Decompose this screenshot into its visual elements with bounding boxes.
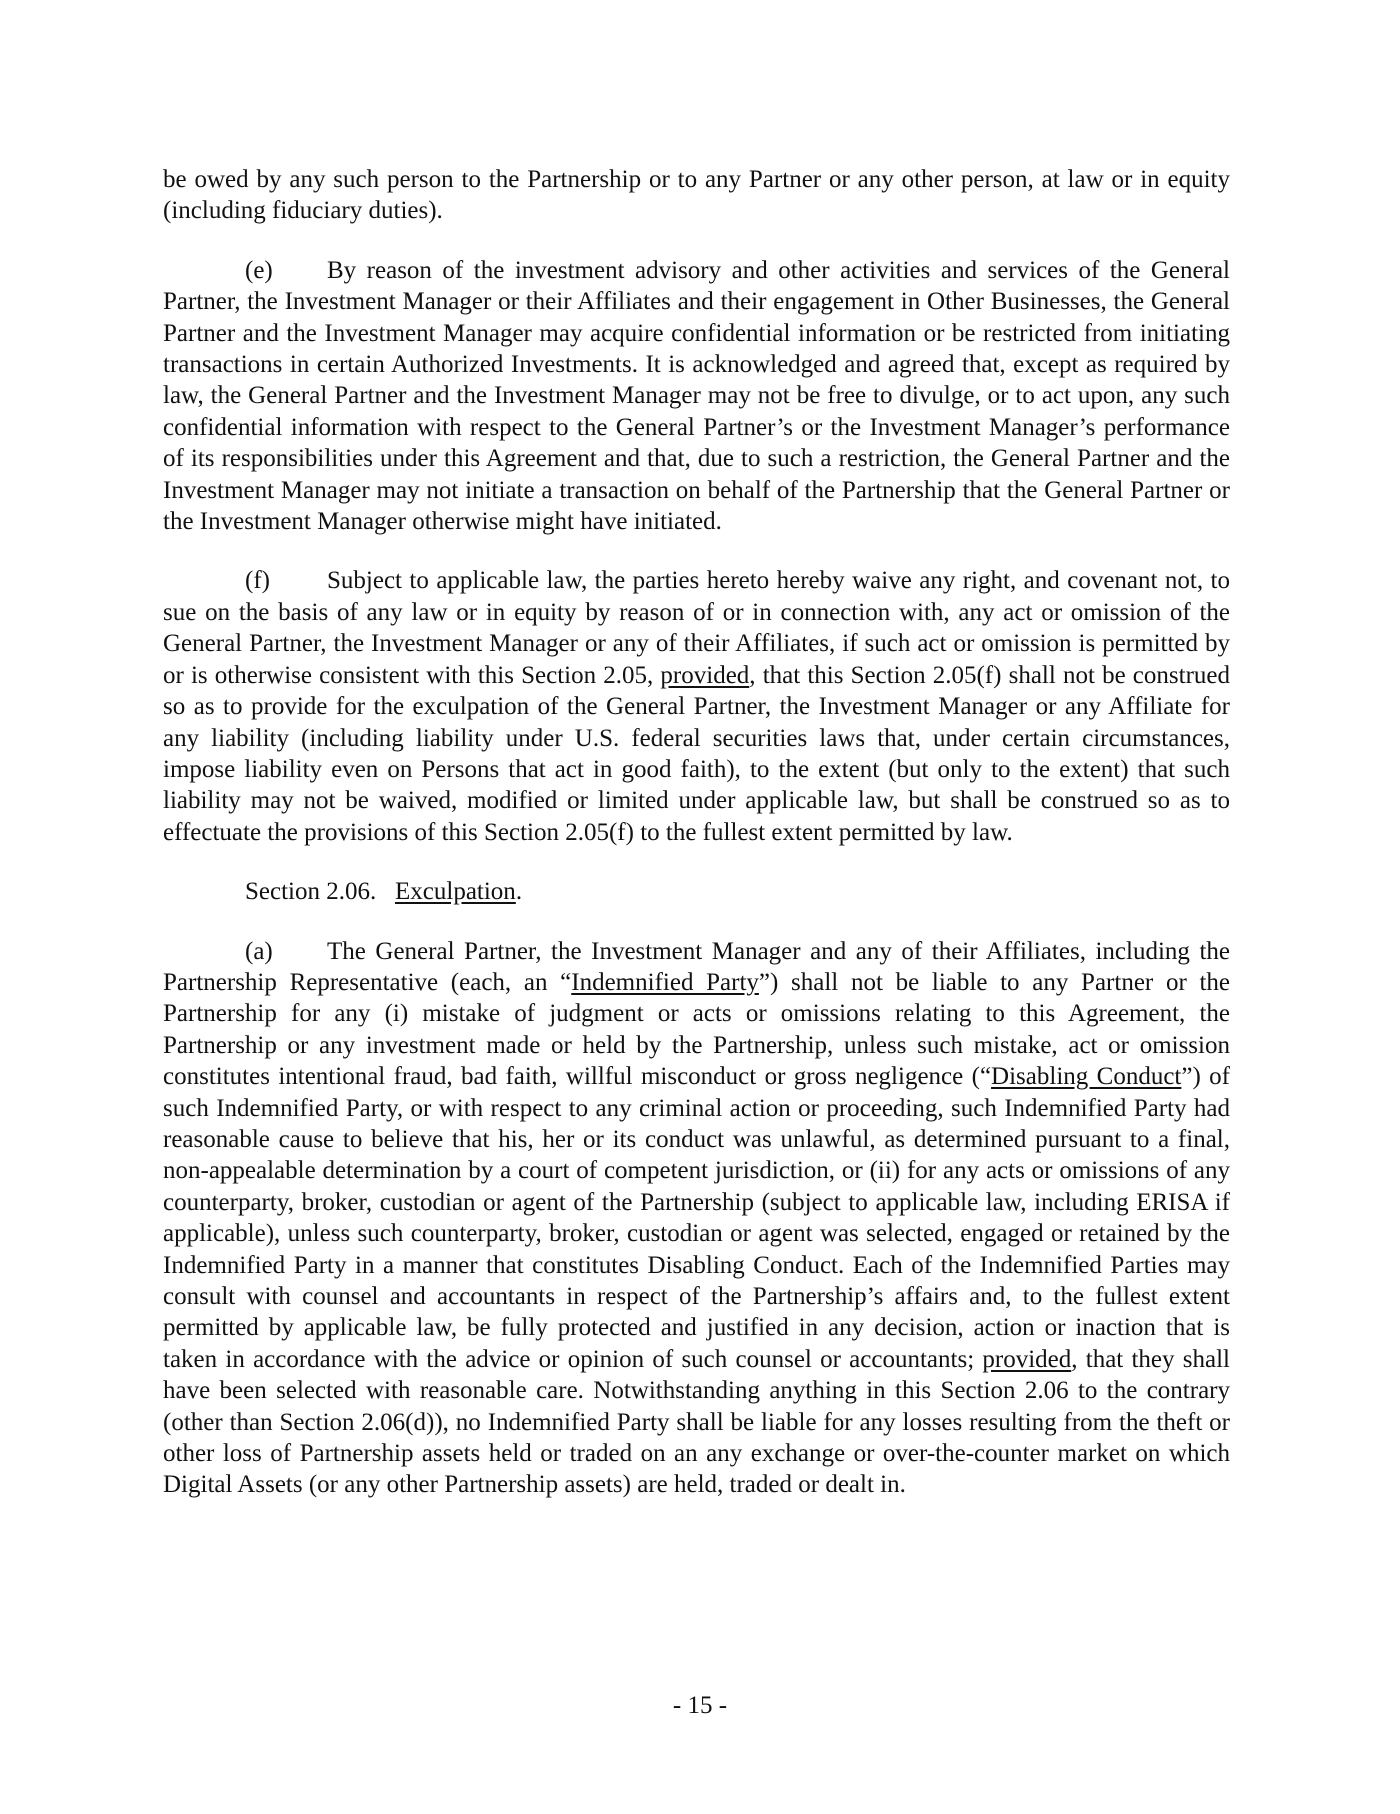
paragraph-e [163,255,1230,538]
section-heading [163,876,1230,907]
paragraph-continued-text: be owed by any such person to the Partnership or to any Partner or any other person, at law or in equity (including fiduciary duties). [163,166,1230,225]
paragraph-f-number: (f) [245,567,270,595]
paragraph-f [163,565,1230,848]
section-number: Section 2.06. [245,878,377,906]
defined-term-disabling-conduct: Disabling Conduct [991,1063,1182,1091]
paragraph-continued [163,164,1230,227]
paragraph-f-provided: provided [660,661,750,689]
paragraph-a-text-4: , that they shall have been selected with reasonable care. Notwithstanding anything in this Section 2.06 to the contrary (other than Section 2.06(d)), no Indemnified Party shall be liable for any losses resulting from the theft or other loss of Partnership assets held or traded on an any exchange or over-the-counter market on which Digital Assets (or any other Partnership assets) are held, traded or dealt in. [163,1345,1230,1499]
paragraph-a-text-2: ”) shall not be liable to any Partner or the Partnership for any (i) mistake of judgment or acts or omissions relating to this Agreement, the Partnership or any investment made or held by the Partnership, unless such mistake, act or omission constitutes intentional fraud, bad faith, willful misconduct or gross negligence (“ [163,968,1231,1091]
defined-term-indemnified-party: Indemnified Party [571,968,759,996]
paragraph-a-text-3: ”) of such Indemnified Party, or with respect to any criminal action or proceeding, such Indemnified Party had reasonable cause to believe that his, her or its conduct was unlawful, as determined pursuant to a final, non-appealable determination by a court of competent jurisdiction, or (ii) for any acts or omissions of any counterparty, broker, custodian or agent of the Partnership (subject to applicable law, including ERISA if applicable), unless such counterparty, broker, custodian or agent was selected, engaged or retained by the Indemnified Party in a manner that constitutes Disabling Conduct. Each of the Indemnified Parties may consult with counsel and accountants in respect of the Partnership’s affairs and, to the fullest extent permitted by applicable law, be fully protected and justified in any decision, action or inaction that is taken in accordance with the advice or opinion of such counsel or accountants; [163,1063,1231,1373]
paragraph-a [163,936,1230,1501]
paragraph-e-text: By reason of the investment advisory and other activities and services of the General Partner, the Investment Manager or their Affiliates and their engagement in Other Businesses, the General Partner and the Investment Manager may acquire confidential information or be restricted from initiating transactions in certain Authorized Investments. It is acknowledged and agreed that, except as required by law, the General Partner and the Investment Manager may not be free to divulge, or to act upon, any such confidential information with respect to the General Partner’s or the Investment Manager’s performance of its responsibilities under this Agreement and that, due to such a restriction, the General Partner and the Investment Manager may not initiate a transaction on behalf of the Partnership that the General Partner or the Investment Manager otherwise might have initiated. [163,256,1230,536]
paragraph-f-text-2: , that this Section 2.05(f) shall not be construed so as to provide for the exculpation of the General Partner, the Investment Manager or any Affiliate for any liability (including liability under U.S. federal securities laws that, under certain circumstances, impose liability even on Persons that act in good faith), to the extent (but only to the extent) that such liability may not be waived, modified or limited under applicable law, but shall be construed so as to effectuate the provisions of this Section 2.05(f) to the fullest extent permitted by law. [163,661,1230,846]
paragraph-a-text-1: The General Partner, the Investment Manager and any of their Affiliates, including the Partnership Representative (each, an “ [163,937,1230,996]
paragraph-a-provided: provided [982,1345,1072,1373]
section-title: Exculpation [395,878,516,906]
document-body [163,164,1230,1529]
paragraph-a-number: (a) [245,937,273,965]
paragraph-f-text-1: Subject to applicable law, the parties hereto hereby waive any right, and covenant not, to sue on the basis of any law or in equity by reason of or in connection with, any act or omission of the General Partner, the Investment Manager or any of their Affiliates, if such act or omission is permitted by or is otherwise consistent with this Section 2.05, [163,567,1230,689]
page-number: - 15 - [672,1692,728,1719]
paragraph-e-number: (e) [245,256,273,284]
section-title-period: . [515,878,523,906]
